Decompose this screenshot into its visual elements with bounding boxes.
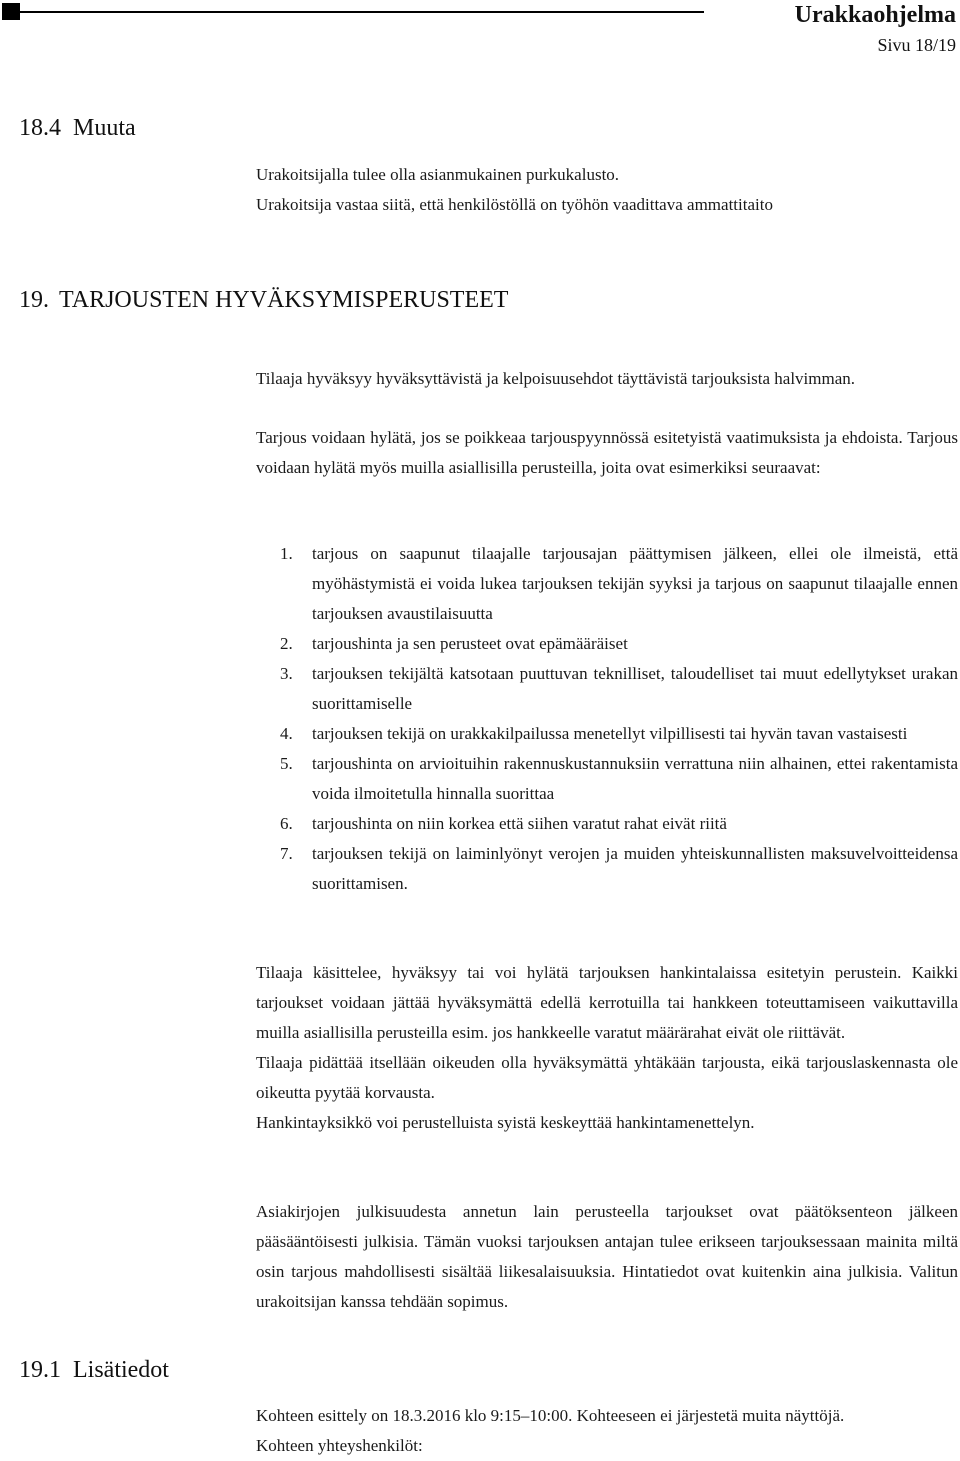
list-item <box>276 749 958 809</box>
list-marker: 6. <box>280 814 293 833</box>
cancel-text: Hankintayksikkö voi perustelluista syistä keskeyttää hankintamenettelyn. <box>256 1113 755 1132</box>
page-number: Sivu 18/19 <box>877 35 956 55</box>
list-item <box>276 629 958 659</box>
list-item-text: tarjouksen tekijä on laiminlyönyt verojen ja muiden yhteiskunnallisten maksuvelvoitteidensa suorittamisen. <box>312 844 958 893</box>
section-number: 19.1 <box>19 1357 61 1383</box>
document-title: Urakkaohjelma <box>794 2 956 28</box>
list-item-text: tarjouksen tekijä on urakkakilpailussa menetellyt vilpillisesti tai hyvän tavan vastaisesti <box>312 724 908 743</box>
section-number: 19. <box>19 287 49 313</box>
list-marker: 5. <box>280 754 293 773</box>
text-line: Kohteen yhteyshenkilöt: <box>256 1436 423 1455</box>
list-item-text: tarjouksen tekijältä katsotaan puuttuvan teknilliset, taloudelliset tai muut edellytykset urakan suorittamiselle <box>312 664 958 713</box>
list-item <box>276 659 958 719</box>
section-18-4-body <box>256 160 958 220</box>
section-heading-19 <box>19 287 508 314</box>
section-19-1-body <box>256 1401 958 1461</box>
section-title: TARJOUSTEN HYVÄKSYMISPERUSTEET <box>59 287 509 313</box>
processing-paragraph <box>256 958 958 1138</box>
section-heading-19-1 <box>19 1357 169 1384</box>
text-line: Urakoitsija vastaa siitä, että henkilöstöllä on työhön vaadittava ammattitaito <box>256 195 773 214</box>
text-line: Urakoitsijalla tulee olla asianmukainen purkukalusto. <box>256 165 620 184</box>
list-marker: 3. <box>280 664 293 683</box>
intro-paragraph: Tilaaja hyväksyy hyväksyttävistä ja kelpoisuusehdot täyttävistä tarjouksista halvimman. <box>256 369 856 388</box>
section-title: Lisätiedot <box>73 1357 169 1383</box>
list-marker: 1. <box>280 544 293 563</box>
list-item <box>276 719 958 749</box>
list-item-text: tarjoushinta on arvioituihin rakennuskustannuksiin verrattuna niin alhainen, ettei rakentamista voida ilmoitetulla hinnalla suorittaa <box>312 754 958 803</box>
list-marker: 2. <box>280 634 293 653</box>
section-heading-18-4 <box>19 115 136 142</box>
list-item-text: tarjous on saapunut tilaajalle tarjousajan päättymisen jälkeen, ellei ole ilmeistä, että myöhästymistä ei voida lukea tarjouksen tekijän syyksi ja tarjous on saapunut tilaajalle ennen tarjouksen avaustilaisuutta <box>312 544 958 623</box>
list-item-text: tarjoushinta ja sen perusteet ovat epämääräiset <box>312 634 628 653</box>
list-marker: 4. <box>280 724 293 743</box>
text-line: Kohteen esittely on 18.3.2016 klo 9:15–10:00. Kohteeseen ei järjestetä muita näyttöjä. <box>256 1406 845 1425</box>
header-rule <box>20 11 704 13</box>
section-number: 18.4 <box>19 115 61 141</box>
rights-text: Tilaaja pidättää itsellään oikeuden olla hyväksymättä yhtäkään tarjousta, eikä tarjouslaskennasta ole oikeutta pyytää korvausta. <box>256 1053 958 1102</box>
rejection-paragraph: Tarjous voidaan hylätä, jos se poikkeaa tarjouspyynnössä esitetyistä vaatimuksista ja ehdoista. Tarjous voidaan hylätä myös muilla asiallisilla perusteilla, joita ovat esimerkiksi seuraavat: <box>256 428 958 477</box>
rejection-grounds-list <box>276 539 958 899</box>
list-item <box>276 839 958 899</box>
list-item <box>276 539 958 629</box>
publicity-paragraph: Asiakirjojen julkisuudesta annetun lain perusteella tarjoukset ovat päätöksenteon jälkeen pääsääntöisesti julkisia. Tämän vuoksi tarjouksen antajan tulee erikseen tarjouksessaan mainita miltä osin tarjous mahdollisesti sisältää liikesalaisuuksia. Hintatiedot ovat kuitenkin aina julkisia. Valitun urakoitsijan kanssa tehdään sopimus. <box>256 1202 958 1311</box>
list-marker: 7. <box>280 844 293 863</box>
header-square <box>2 3 20 20</box>
list-item <box>276 809 958 839</box>
section-title: Muuta <box>73 115 136 141</box>
processing-text: Tilaaja käsittelee, hyväksyy tai voi hylätä tarjouksen hankintalaissa esitetyin perustein. Kaikki tarjoukset voidaan jättää hyväksymättä edellä kerrotuilla tai hankkeen toteuttamiseen vaikuttavilla muilla asiallisilla perusteilla esim. jos hankkeelle varatut määrärahat eivät ole riittävät. <box>256 963 958 1042</box>
list-item-text: tarjoushinta on niin korkea että siihen varatut rahat eivät riitä <box>312 814 727 833</box>
